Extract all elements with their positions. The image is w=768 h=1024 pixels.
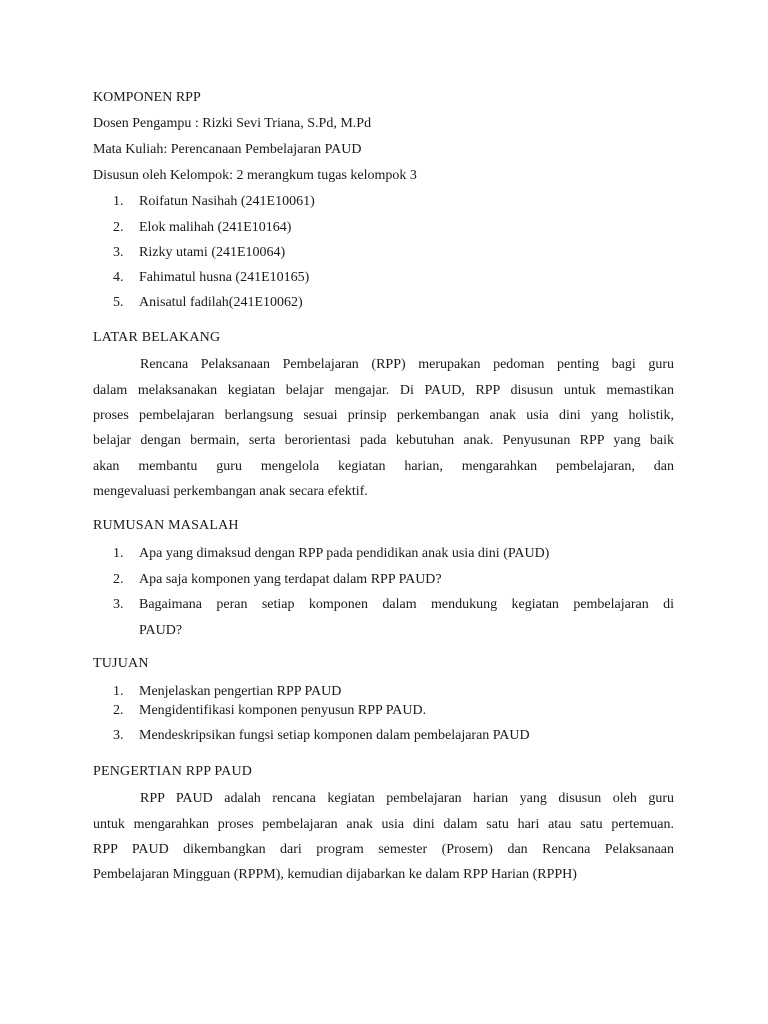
section-heading-tujuan: TUJUAN (93, 656, 149, 671)
list-number: 5. (113, 295, 124, 310)
list-item (113, 244, 675, 262)
paragraph-line: RPP PAUD adalah rencana kegiatan pembelajaran harian yang disusun oleh guru (140, 791, 674, 806)
question-text: Apa saja komponen yang terdapat dalam RPP PAUD? (139, 572, 442, 587)
group-line: Disusun oleh Kelompok: 2 merangkum tugas kelompok 3 (93, 168, 417, 183)
member-name: Anisatul fadilah(241E10062) (139, 295, 303, 310)
list-number: 1. (113, 194, 124, 209)
question-text-continued: PAUD? (139, 623, 183, 638)
list-number: 1. (113, 546, 124, 561)
paragraph-line: dalam melaksanakan kegiatan belajar mengajar. Di PAUD, RPP disusun untuk memastikan (93, 383, 674, 398)
paragraph-line: akan membantu guru mengelola kegiatan harian, mengarahkan pembelajaran, dan (93, 459, 674, 474)
paragraph-line: untuk mengarahkan proses pembelajaran anak usia dini dalam satu hari atau satu pertemuan. (93, 817, 674, 832)
list-item (113, 596, 139, 614)
section-heading-latar-belakang: LATAR BELAKANG (93, 330, 221, 345)
list-item (113, 702, 675, 720)
paragraph-line: Pembelajaran Mingguan (RPPM), kemudian dijabarkan ke dalam RPP Harian (RPPH) (93, 867, 577, 882)
course-line: Mata Kuliah: Perencanaan Pembelajaran PAUD (93, 142, 362, 157)
list-item (113, 727, 675, 745)
member-name: Elok malihah (241E10164) (139, 220, 292, 235)
document-title: KOMPONEN RPP (93, 90, 201, 105)
paragraph-line: proses pembelajaran berlangsung sesuai prinsip perkembangan anak usia dini yang holistik, (93, 408, 674, 423)
member-name: Roifatun Nasihah (241E10061) (139, 194, 315, 209)
question-text: Bagaimana peran setiap komponen dalam mendukung kegiatan pembelajaran di (139, 597, 674, 612)
paragraph-line: mengevaluasi perkembangan anak secara efektif. (93, 484, 368, 499)
list-item (113, 269, 675, 287)
question-text: Apa yang dimaksud dengan RPP pada pendidikan anak usia dini (PAUD) (139, 546, 550, 561)
lecturer-line: Dosen Pengampu : Rizki Sevi Triana, S.Pd, M.Pd (93, 116, 372, 131)
list-number: 3. (113, 728, 124, 743)
objective-text: Menjelaskan pengertian RPP PAUD (139, 684, 342, 699)
list-item (113, 219, 675, 237)
list-number: 1. (113, 684, 124, 699)
list-item (113, 571, 675, 589)
list-number: 3. (113, 245, 124, 260)
list-number: 4. (113, 270, 124, 285)
list-number: 3. (113, 597, 124, 612)
member-name: Fahimatul husna (241E10165) (139, 270, 310, 285)
list-number: 2. (113, 572, 124, 587)
objective-text: Mengidentifikasi komponen penyusun RPP PAUD. (139, 703, 427, 718)
list-item (113, 294, 675, 312)
paragraph-line: belajar dengan bermain, serta berorientasi pada kebutuhan anak. Penyusunan RPP yang baik (93, 433, 674, 448)
section-heading-rumusan-masalah: RUMUSAN MASALAH (93, 518, 239, 533)
list-item (113, 683, 675, 701)
list-item (113, 193, 675, 211)
paragraph-line: RPP PAUD dikembangkan dari program semester (Prosem) dan Rencana Pelaksanaan (93, 842, 674, 857)
paragraph-line: Rencana Pelaksanaan Pembelajaran (RPP) merupakan pedoman penting bagi guru (140, 357, 674, 372)
objective-text: Mendeskripsikan fungsi setiap komponen dalam pembelajaran PAUD (139, 728, 530, 743)
list-item (113, 545, 675, 563)
list-number: 2. (113, 220, 124, 235)
member-name: Rizky utami (241E10064) (139, 245, 286, 260)
section-heading-pengertian: PENGERTIAN RPP PAUD (93, 764, 253, 779)
list-number: 2. (113, 703, 124, 718)
